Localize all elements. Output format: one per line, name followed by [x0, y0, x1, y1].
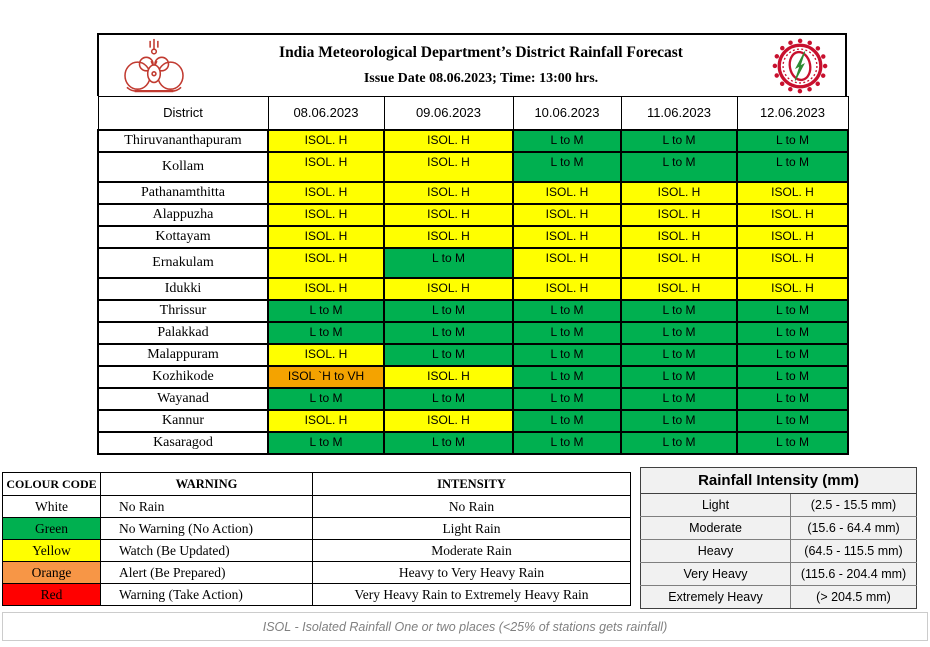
forecast-cell: ISOL. H [737, 182, 848, 204]
forecast-cell: ISOL. H [384, 278, 513, 300]
forecast-cell: ISOL. H [384, 226, 513, 248]
date-column-header: 08.06.2023 [268, 97, 384, 130]
forecast-cell: ISOL. H [737, 204, 848, 226]
forecast-cell: ISOL. H [384, 410, 513, 432]
table-row [98, 344, 848, 366]
table-row [98, 410, 848, 432]
forecast-cell: ISOL. H [384, 204, 513, 226]
forecast-cell: ISOL. H [513, 248, 621, 278]
district-column-header: District [98, 97, 268, 130]
forecast-cell: L to M [737, 432, 848, 454]
district-cell: Kannur [98, 410, 268, 432]
footer-note-text: ISOL - Isolated Rainfall One or two places (<25% of stations gets rainfall) [262, 619, 668, 634]
table-row [98, 130, 848, 152]
legend-header-colour-code: COLOUR CODE [3, 473, 101, 496]
table-row [98, 366, 848, 388]
intensity-range-cell: (64.5 - 115.5 mm) [791, 540, 917, 563]
warning-cell: Alert (Be Prepared) [101, 562, 313, 584]
legend-row [3, 562, 631, 584]
intensity-label-cell: Moderate [641, 517, 791, 540]
forecast-cell: L to M [513, 300, 621, 322]
forecast-cell: ISOL. H [268, 248, 384, 278]
forecast-cell: L to M [384, 322, 513, 344]
forecast-cell: ISOL. H [268, 226, 384, 248]
forecast-cell: ISOL. H [621, 226, 737, 248]
intensity-range-cell: (115.6 - 204.4 mm) [791, 563, 917, 586]
rainfall-intensity-table [640, 467, 917, 609]
table-row [98, 300, 848, 322]
forecast-cell: L to M [737, 152, 848, 182]
district-cell: Pathanamthitta [98, 182, 268, 204]
table-row [98, 322, 848, 344]
district-cell: Ernakulam [98, 248, 268, 278]
forecast-section [97, 33, 847, 455]
forecast-cell: L to M [621, 344, 737, 366]
district-cell: Kasaragod [98, 432, 268, 454]
imd-logo-icon [769, 37, 831, 95]
legend-row [3, 584, 631, 606]
forecast-cell: ISOL. H [384, 366, 513, 388]
forecast-cell: L to M [513, 410, 621, 432]
warning-cell: No Warning (No Action) [101, 518, 313, 540]
forecast-cell: L to M [513, 344, 621, 366]
district-cell: Kozhikode [98, 366, 268, 388]
intensity-range-cell: (15.6 - 64.4 mm) [791, 517, 917, 540]
forecast-cell: ISOL. H [384, 152, 513, 182]
forecast-cell: L to M [513, 432, 621, 454]
forecast-cell: L to M [621, 410, 737, 432]
forecast-cell: L to M [513, 388, 621, 410]
intensity-range-row [641, 563, 917, 586]
table-row [98, 182, 848, 204]
forecast-cell: ISOL. H [513, 278, 621, 300]
bulletin-titles [193, 44, 769, 87]
forecast-cell: ISOL. H [268, 182, 384, 204]
forecast-cell: L to M [737, 300, 848, 322]
forecast-cell: L to M [268, 388, 384, 410]
table-row [98, 204, 848, 226]
table-row [98, 278, 848, 300]
forecast-cell: ISOL. H [268, 130, 384, 152]
forecast-cell: L to M [268, 300, 384, 322]
kerala-government-emblem-icon [115, 37, 193, 95]
intensity-cell: No Rain [313, 496, 631, 518]
forecast-cell: ISOL. H [621, 204, 737, 226]
date-column-header: 11.06.2023 [621, 97, 737, 130]
intensity-cell: Light Rain [313, 518, 631, 540]
forecast-cell: ISOL. H [268, 204, 384, 226]
forecast-cell: ISOL. H [384, 182, 513, 204]
forecast-cell: ISOL. H [621, 182, 737, 204]
forecast-cell: L to M [737, 366, 848, 388]
forecast-cell: L to M [621, 152, 737, 182]
forecast-cell: L to M [384, 432, 513, 454]
district-cell: Thiruvananthapuram [98, 130, 268, 152]
legend-header-intensity: INTENSITY [313, 473, 631, 496]
legend-header-row [3, 473, 631, 496]
forecast-cell: ISOL. H [737, 226, 848, 248]
forecast-cell: ISOL. H [268, 344, 384, 366]
forecast-cell: ISOL `H to VH [268, 366, 384, 388]
legend-header-warning: WARNING [101, 473, 313, 496]
intensity-cell: Moderate Rain [313, 540, 631, 562]
intensity-range-row [641, 586, 917, 609]
forecast-cell: L to M [268, 322, 384, 344]
colour-code-legend-table [2, 472, 631, 606]
forecast-cell: ISOL. H [737, 278, 848, 300]
district-cell: Kollam [98, 152, 268, 182]
table-row [98, 226, 848, 248]
warning-cell: Watch (Be Updated) [101, 540, 313, 562]
colour-swatch-cell: Red [3, 584, 101, 606]
forecast-cell: L to M [737, 388, 848, 410]
forecast-cell: L to M [384, 388, 513, 410]
forecast-cell: L to M [621, 130, 737, 152]
forecast-cell: L to M [737, 410, 848, 432]
issue-date-line: Issue Date 08.06.2023; Time: 13:00 hrs. [363, 71, 599, 86]
forecast-cell: L to M [384, 300, 513, 322]
forecast-cell: L to M [513, 152, 621, 182]
forecast-cell: L to M [513, 366, 621, 388]
forecast-cell: L to M [268, 432, 384, 454]
district-cell: Kottayam [98, 226, 268, 248]
district-cell: Malappuram [98, 344, 268, 366]
table-row [98, 432, 848, 454]
forecast-cell: L to M [737, 344, 848, 366]
district-cell: Wayanad [98, 388, 268, 410]
district-cell: Idukki [98, 278, 268, 300]
forecast-cell: ISOL. H [268, 410, 384, 432]
forecast-cell: L to M [621, 300, 737, 322]
intensity-label-cell: Extremely Heavy [641, 586, 791, 609]
forecast-cell: L to M [737, 130, 848, 152]
intensity-table-title: Rainfall Intensity (mm) [641, 468, 917, 494]
forecast-cell: L to M [621, 388, 737, 410]
forecast-cell: ISOL. H [513, 226, 621, 248]
page-title: India Meteorological Department’s District Rainfall Forecast [279, 44, 683, 61]
forecast-cell: ISOL. H [384, 130, 513, 152]
intensity-title-row [641, 468, 917, 494]
forecast-cell: ISOL. H [513, 204, 621, 226]
legend-row [3, 518, 631, 540]
forecast-cell: L to M [384, 344, 513, 366]
column-header-row [98, 97, 848, 130]
colour-swatch-cell: White [3, 496, 101, 518]
forecast-cell: L to M [621, 432, 737, 454]
district-cell: Palakkad [98, 322, 268, 344]
forecast-cell: L to M [384, 248, 513, 278]
forecast-cell: L to M [513, 130, 621, 152]
date-column-header: 09.06.2023 [384, 97, 513, 130]
colour-swatch-cell: Orange [3, 562, 101, 584]
intensity-range-row [641, 540, 917, 563]
colour-swatch-cell: Green [3, 518, 101, 540]
forecast-cell: ISOL. H [268, 278, 384, 300]
intensity-label-cell: Light [641, 494, 791, 517]
forecast-cell: ISOL. H [513, 182, 621, 204]
forecast-cell: L to M [513, 322, 621, 344]
forecast-cell: ISOL. H [621, 248, 737, 278]
district-cell: Thrissur [98, 300, 268, 322]
intensity-range-cell: (2.5 - 15.5 mm) [791, 494, 917, 517]
table-row [98, 152, 848, 182]
forecast-cell: L to M [621, 322, 737, 344]
intensity-cell: Very Heavy Rain to Extremely Heavy Rain [313, 584, 631, 606]
district-cell: Alappuzha [98, 204, 268, 226]
intensity-label-cell: Heavy [641, 540, 791, 563]
colour-swatch-cell: Yellow [3, 540, 101, 562]
forecast-cell: ISOL. H [737, 248, 848, 278]
warning-cell: Warning (Take Action) [101, 584, 313, 606]
intensity-range-row [641, 517, 917, 540]
district-forecast-table [97, 96, 849, 455]
legend-row [3, 540, 631, 562]
forecast-cell: ISOL. H [268, 152, 384, 182]
table-row [98, 388, 848, 410]
forecast-cell: ISOL. H [621, 278, 737, 300]
forecast-cell: L to M [621, 366, 737, 388]
forecast-cell: L to M [737, 322, 848, 344]
bulletin-header [97, 33, 847, 96]
legend-row [3, 496, 631, 518]
intensity-label-cell: Very Heavy [641, 563, 791, 586]
intensity-cell: Heavy to Very Heavy Rain [313, 562, 631, 584]
table-row [98, 248, 848, 278]
date-column-header: 12.06.2023 [737, 97, 848, 130]
isol-definition-note [2, 612, 928, 641]
intensity-range-cell: (> 204.5 mm) [791, 586, 917, 609]
intensity-range-row [641, 494, 917, 517]
warning-cell: No Rain [101, 496, 313, 518]
date-column-header: 10.06.2023 [513, 97, 621, 130]
